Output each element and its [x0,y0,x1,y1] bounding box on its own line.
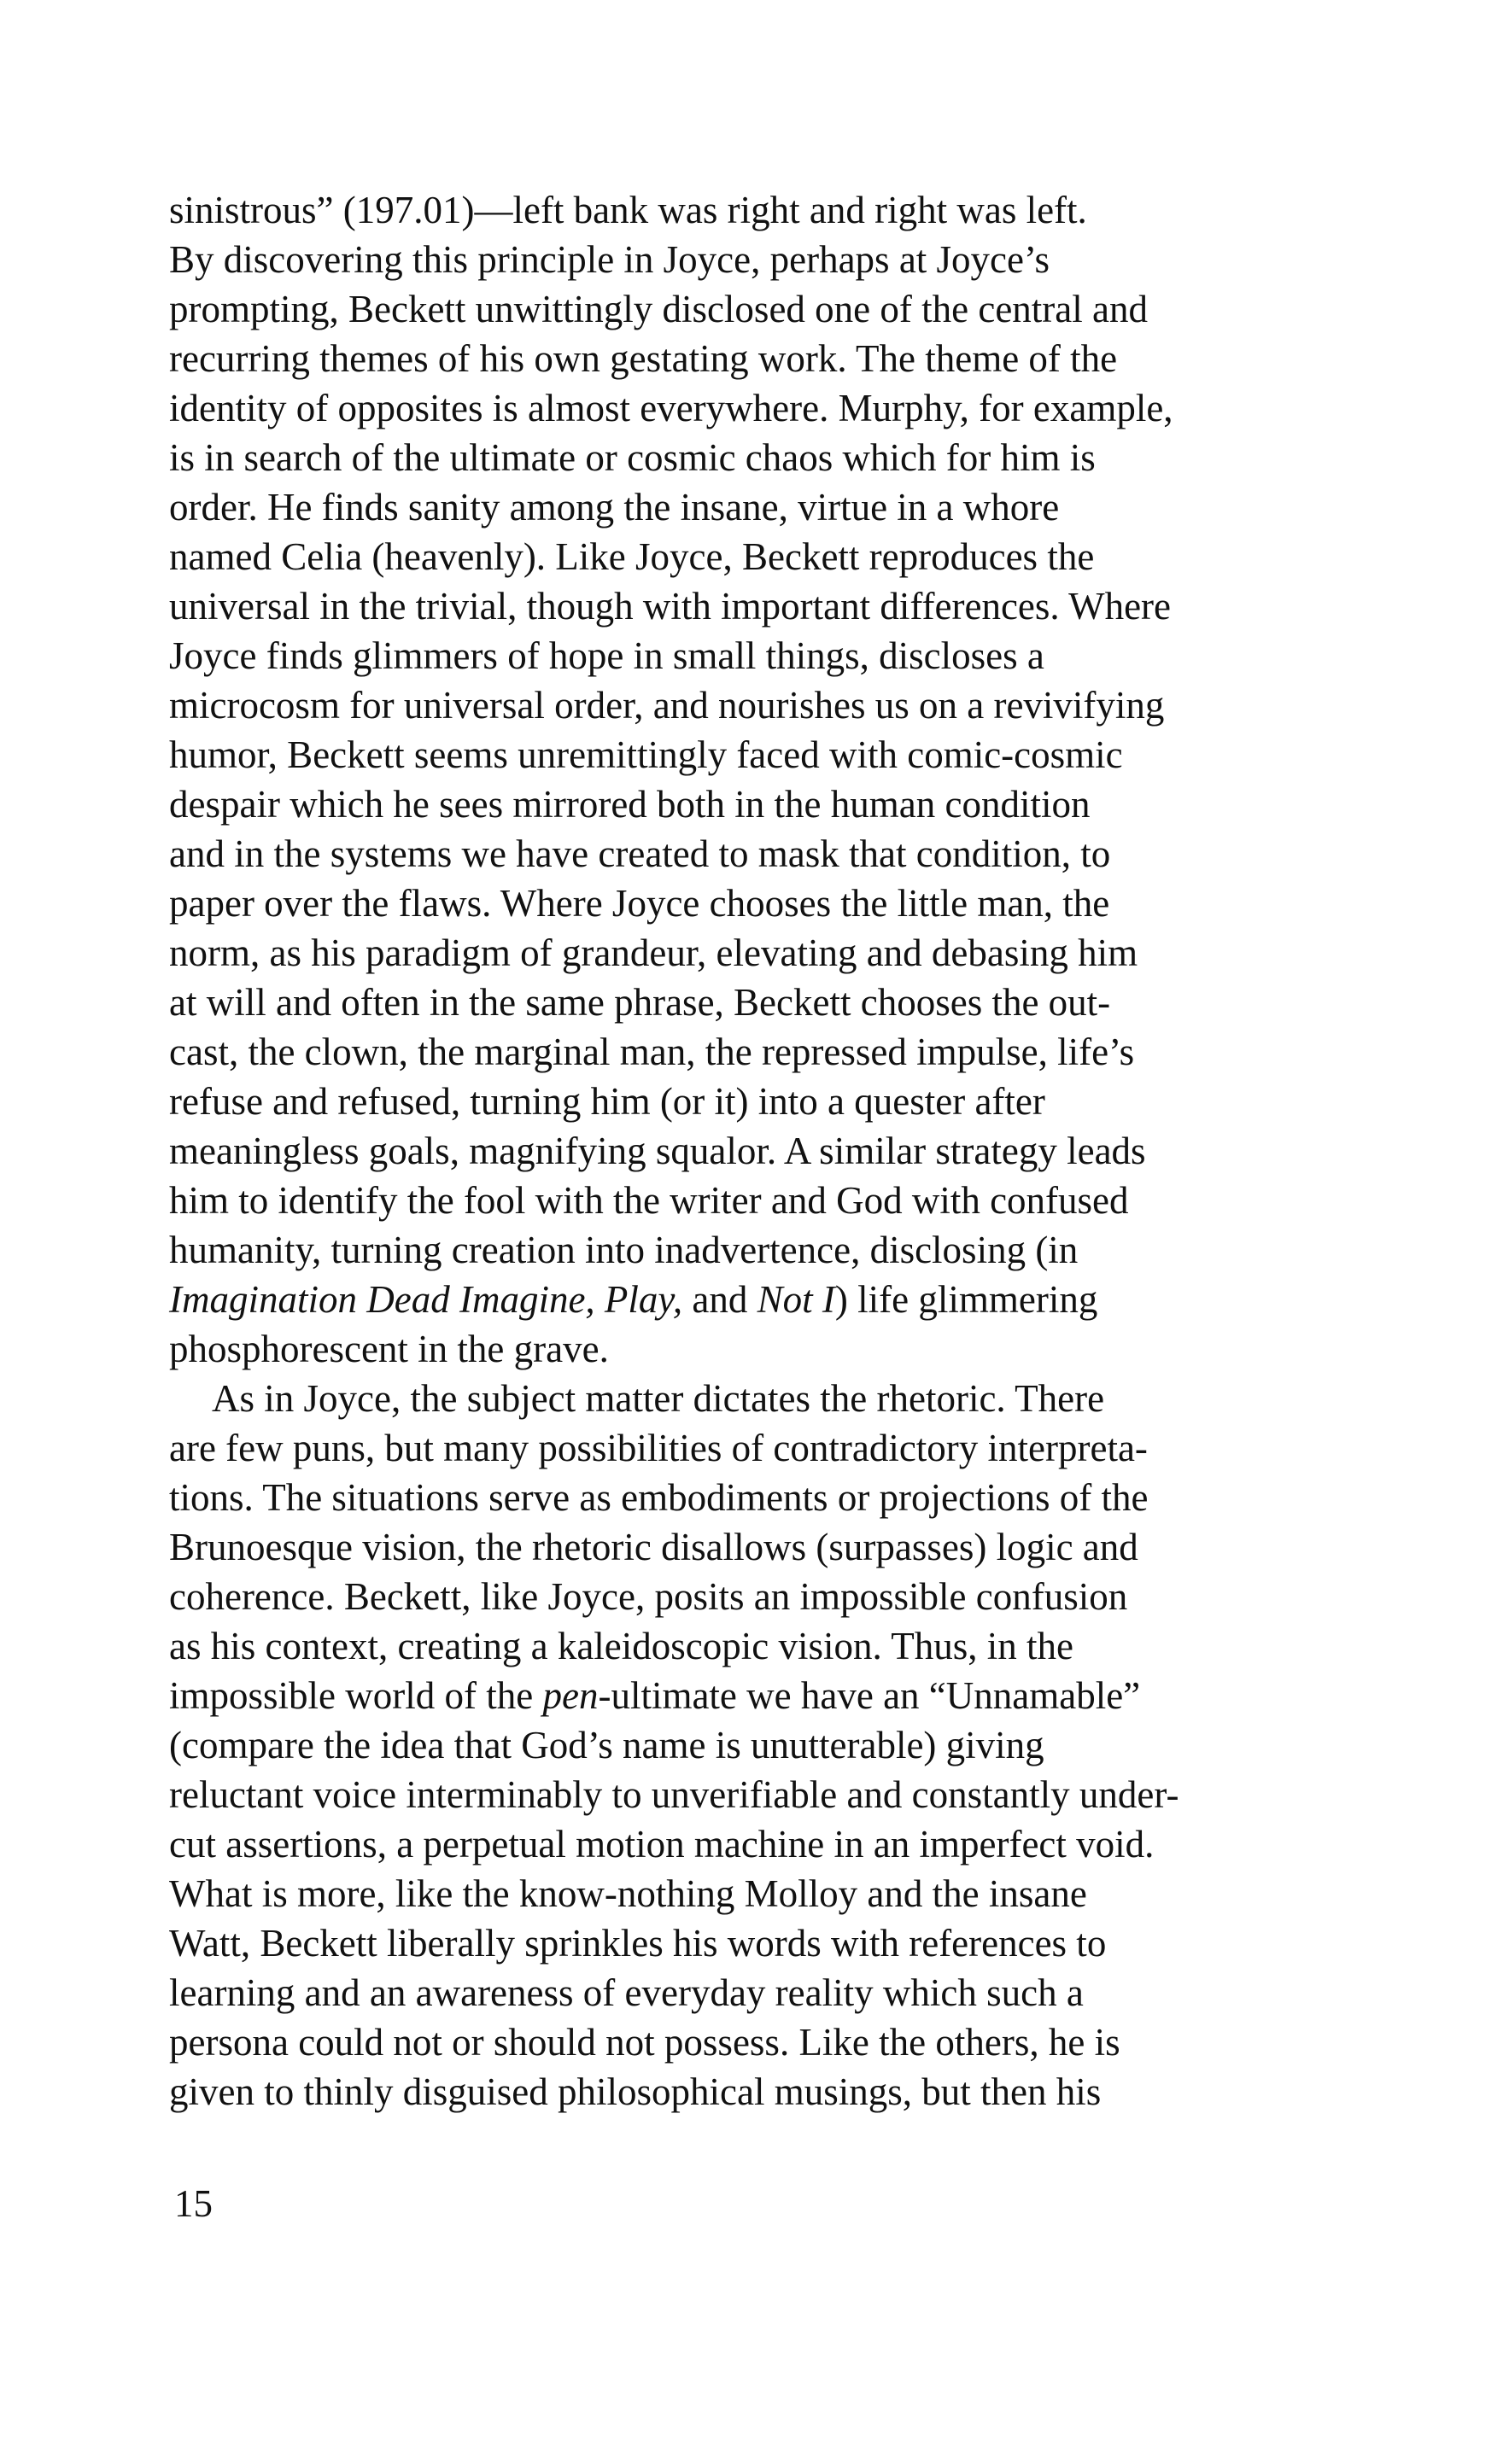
text-line: identity of opposites is almost everywhere. Murphy, for example, [169,387,1173,429]
text-line: norm, as his paradigm of grandeur, elevating and debasing him [169,931,1138,974]
text-line: him to identify the fool with the writer and God with confused [169,1179,1129,1222]
text-line: microcosm for universal order, and nourishes us on a revivifying [169,684,1165,727]
text-line: prompting, Beckett unwittingly disclosed one of the central and [169,288,1148,330]
body-text [169,185,1365,2117]
text-line: meaningless goals, magnifying squalor. A similar strategy leads [169,1130,1146,1172]
text-line: as his context, creating a kaleidoscopic vision. Thus, in the [169,1625,1073,1667]
text-line [169,1671,1365,1720]
text-line: cast, the clown, the marginal man, the repressed impulse, life’s [169,1031,1135,1073]
text-line: and in the systems we have created to mask that condition, to [169,832,1111,875]
text-line: paper over the flaws. Where Joyce chooses the little man, the [169,882,1110,925]
text-line: Watt, Beckett liberally sprinkles his words with references to [169,1922,1107,1965]
text-line: despair which he sees mirrored both in the human condition [169,783,1091,826]
text-line: sinistrous” (197.01)—left bank was right and right was left. [169,189,1087,231]
text-line: coherence. Beckett, like Joyce, posits an impossible confusion [169,1575,1128,1618]
text-line [169,1275,1365,1324]
text-line: universal in the trivial, though with important differences. Where [169,585,1172,628]
page-number: 15 [174,2182,213,2225]
text-line: humanity, turning creation into inadvertence, disclosing (in [169,1229,1079,1271]
text-span: -ultimate we have an “Unnamable” [598,1674,1141,1717]
text-line: What is more, like the know-nothing Molloy and the insane [169,1872,1087,1915]
text-line: cut assertions, a perpetual motion machine in an imperfect void. [169,1823,1155,1866]
text-line: recurring themes of his own gestating work. The theme of the [169,337,1118,380]
text-span: and [682,1278,757,1321]
italic-text: Not I [757,1278,835,1321]
text-span: ) life glimmering [834,1278,1098,1321]
italic-text: Imagination Dead Imagine, Play, [169,1278,683,1321]
text-line: phosphorescent in the grave. [169,1328,609,1370]
text-line: persona could not or should not possess. Like the others, he is [169,2021,1120,2064]
text-line: at will and often in the same phrase, Beckett chooses the out- [169,981,1111,1024]
text-line: learning and an awareness of everyday reality which such a [169,1971,1084,2014]
text-line: tions. The situations serve as embodiments or projections of the [169,1476,1149,1519]
text-span: impossible world of the [169,1674,543,1717]
text-line: given to thinly disguised philosophical musings, but then his [169,2070,1102,2113]
text-line: refuse and refused, turning him (or it) into a quester after [169,1080,1045,1123]
text-line: are few puns, but many possibilities of contradictory interpreta- [169,1427,1148,1469]
italic-text: pen [542,1674,599,1717]
text-line: Joyce finds glimmers of hope in small things, discloses a [169,634,1044,677]
text-line: order. He finds sanity among the insane, virtue in a whore [169,486,1060,528]
text-line: By discovering this principle in Joyce, perhaps at Joyce’s [169,238,1050,281]
text-line: Brunoesque vision, the rhetoric disallows (surpasses) logic and [169,1526,1138,1568]
text-line: is in search of the ultimate or cosmic chaos which for him is [169,436,1096,479]
text-line: named Celia (heavenly). Like Joyce, Beckett reproduces the [169,535,1095,578]
text-line: reluctant voice interminably to unverifiable and constantly under- [169,1773,1179,1816]
text-line: humor, Beckett seems unremittingly faced with comic-cosmic [169,733,1123,776]
text-line: As in Joyce, the subject matter dictates the rhetoric. There [212,1377,1105,1420]
text-line: (compare the idea that God’s name is unutterable) giving [169,1724,1044,1766]
